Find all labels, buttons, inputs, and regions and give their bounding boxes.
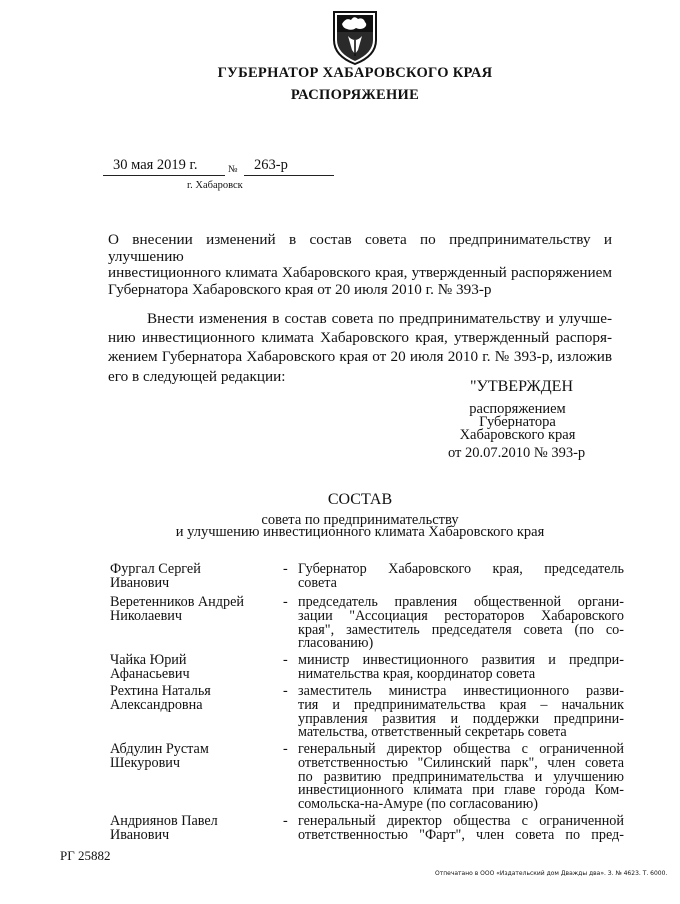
body-line: его в следующей редакции: — [108, 367, 286, 385]
member-desc-line: мательства, ответственный секретарь совета — [298, 724, 567, 741]
member-desc-line: гласованию) — [298, 635, 374, 652]
member-desc-line: тия и предпринимательства края – начальник — [298, 696, 624, 713]
number-sign: № — [228, 164, 238, 175]
member-desc-line: управления развития и поддержки предприни- — [298, 710, 624, 727]
document-subject — [108, 232, 612, 298]
member-name-line: Рехтина Наталья — [110, 683, 211, 699]
document-number: 263-р — [254, 157, 288, 173]
member-dash: - — [283, 561, 288, 577]
member-name-line: Фургал Сергей — [110, 561, 201, 577]
member-desc-line: заместитель министра инвестиционного разви- — [298, 683, 624, 699]
document-type: РАСПОРЯЖЕНИЕ — [290, 87, 420, 103]
coat-of-arms-icon — [328, 6, 382, 66]
member-name — [110, 685, 270, 713]
member-description — [298, 596, 624, 651]
member-desc-line: совета — [298, 574, 337, 591]
composition-subtitle: совета по предпринимательству — [261, 512, 459, 528]
body-line: Внести изменения в состав совета по предпринимательству и улучше- — [147, 310, 612, 327]
member-desc-line: председатель правления общественной органи- — [298, 594, 624, 610]
member-name-line: Александровна — [110, 696, 203, 713]
document-date: 30 мая 2019 г. — [113, 157, 198, 173]
member-dash: - — [283, 741, 288, 757]
approval-line: Губернатора — [479, 414, 556, 430]
member-dash: - — [283, 813, 288, 829]
member-name-line: Иванович — [110, 574, 170, 591]
member-name — [110, 563, 270, 591]
member-name-line: Афанасьевич — [110, 665, 190, 682]
member-dash: - — [283, 594, 288, 610]
member-description — [298, 654, 624, 682]
composition-title: СОСТАВ — [327, 491, 393, 508]
approval-line: от 20.07.2010 № 393-р — [448, 445, 586, 461]
member-description — [298, 743, 624, 812]
member-desc-line: генеральный директор общества с ограниченной — [298, 813, 624, 829]
member-name-line: Иванович — [110, 826, 170, 843]
member-desc-line: зации "Ассоциация рестораторов Хабаровского — [298, 607, 624, 624]
form-code: РГ 25882 — [60, 848, 111, 863]
body-line: нию инвестиционного климата Хабаровского края, утвержденный распоря- — [108, 329, 612, 347]
member-desc-line: по развитию предпринимательства и улучшению — [298, 768, 624, 785]
member-desc-line: инвестиционного климата при главе города Ком- — [298, 782, 624, 799]
document-city: г. Хабаровск — [187, 180, 243, 191]
member-name-line: Шекурович — [110, 754, 181, 771]
approval-line: распоряжением — [469, 401, 566, 417]
member-desc-line: ответственностью "Силинский парк", член совета — [298, 754, 624, 771]
member-name-line: Абдулин Рустам — [110, 741, 209, 757]
document-body — [108, 309, 612, 386]
print-note: Отпечатано в ООО «Издательский дом Дважды два». З. № 4623. Т. 6000. — [435, 870, 668, 877]
approval-line: Хабаровского края — [459, 427, 576, 443]
member-name-line: Николаевич — [110, 607, 183, 624]
member-desc-line: Губернатор Хабаровского края, председатель — [298, 561, 624, 577]
member-description — [298, 685, 624, 740]
member-name-line: Андриянов Павел — [110, 813, 218, 829]
date-underline — [103, 175, 225, 176]
member-desc-line: ответственностью "Фарт", член совета по пред- — [298, 826, 624, 843]
member-dash: - — [283, 652, 288, 668]
member-description — [298, 815, 624, 843]
member-desc-line: министр инвестиционного развития и предпри- — [298, 652, 624, 668]
member-desc-line: сомольска-на-Амуре (по согласованию) — [298, 796, 538, 813]
number-underline — [244, 175, 334, 176]
member-desc-line: генеральный директор общества с ограниченной — [298, 741, 624, 757]
subject-line: О внесении изменений в состав совета по предпринимательству и улучшению — [108, 231, 612, 265]
subject-line: Губернатора Хабаровского края от 20 июля 2010 г. № 393-р — [108, 280, 492, 298]
subject-line: инвестиционного климата Хабаровского края, утвержденный распоряжением — [108, 264, 612, 281]
member-dash: - — [283, 683, 288, 699]
member-name — [110, 654, 270, 682]
member-desc-line: нимательства края, координатор совета — [298, 665, 536, 682]
member-name-line: Чайка Юрий — [110, 652, 187, 668]
approval-heading: "УТВЕРЖДЕН — [470, 378, 573, 395]
member-name — [110, 743, 270, 771]
member-name-line: Веретенников Андрей — [110, 594, 244, 610]
composition-subtitle: и улучшению инвестиционного климата Хабаровского края — [175, 524, 545, 540]
issuer-title: ГУБЕРНАТОР ХАБАРОВСКОГО КРАЯ — [217, 65, 493, 81]
member-name — [110, 815, 270, 843]
member-description — [298, 563, 624, 591]
member-desc-line: края", заместитель председателя совета (по со- — [298, 621, 624, 638]
body-line: жением Губернатора Хабаровского края от 20 июля 2010 г. № 393-р, изложив — [108, 348, 612, 366]
member-name — [110, 596, 270, 624]
